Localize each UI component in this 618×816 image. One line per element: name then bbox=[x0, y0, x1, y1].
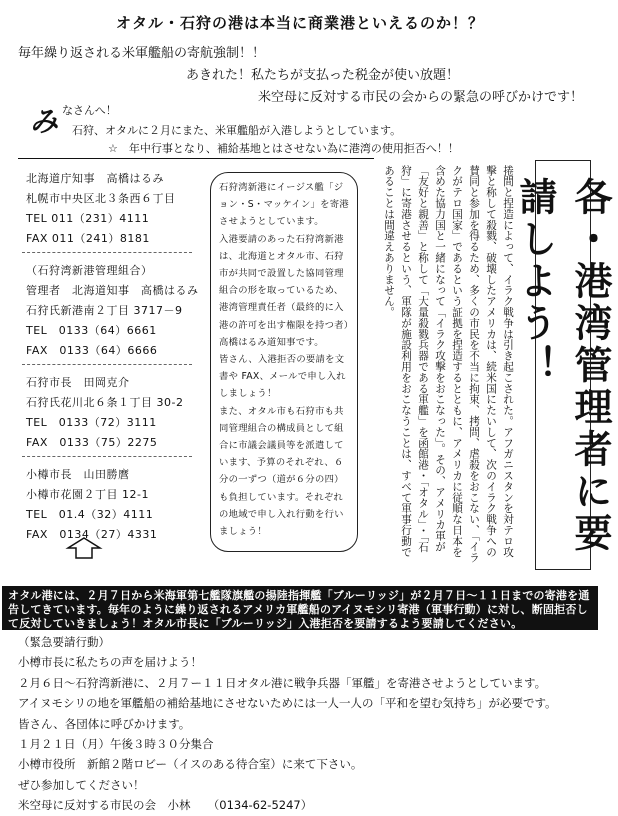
intro-line-1: 毎年繰り返される米軍艦船の寄航強制！！ bbox=[18, 46, 266, 61]
request-info-p1: 石狩湾新港にイージス艦「ジョン・S・マッケイン」を寄港させようとしています。 bbox=[219, 182, 349, 228]
appeal-heading: 各・港湾管理者に要請しよう！ bbox=[513, 177, 612, 555]
request-info-box bbox=[210, 172, 358, 552]
otaru-notice-text: オタル港には、２月７日から米海軍第七艦隊旗艦の揚陸指揮艦「ブルーリッジ」が２月７日～１１日までの寄港を通告してきています。毎年のように繰り返されるアメリカ軍艦船のアイヌモシリ寄港（軍事行動）に対し、断固拒否して反対していきましょう！オタル市長に「ブルーリッジ」入港拒否を要請するよう要請してください。 bbox=[8, 589, 590, 630]
emergency-line: 皆さん、各団体に呼びかけます。 bbox=[18, 716, 191, 731]
page-title: オタル・石狩の港は本当に商業港といえるのか！？ bbox=[115, 14, 484, 32]
contact-ishikari-port-name: 管理者 北海道知事 高橋はるみ bbox=[26, 284, 199, 297]
emergency-action-section bbox=[18, 632, 557, 816]
meeting-time: １月２１日（月）午後３時３０分集合 bbox=[18, 737, 214, 752]
contact-ishikari-mayor-tel: TEL 0133（72）3111 bbox=[26, 416, 157, 429]
contact-ishikari-mayor-fax: FAX 0133（75）2275 bbox=[26, 436, 158, 449]
divider-line bbox=[18, 158, 374, 159]
request-info-p3: 皆さん、入港拒否の要請を文書や FAX、メールで申し入れしましょう！ bbox=[219, 354, 346, 400]
contact-separator bbox=[22, 456, 192, 457]
emergency-heading: （緊急要請行動） bbox=[18, 635, 110, 649]
big-mi-character: み bbox=[30, 105, 59, 138]
intro-line-2: あきれた！私たちが支払った税金が使い放題！ bbox=[186, 68, 460, 83]
contact-ishikari-port-fax: FAX 0133（64）6666 bbox=[26, 344, 158, 357]
up-arrow-icon bbox=[64, 536, 104, 564]
request-info-p2: 入港要請のあった石狩湾新港は、北海道とオタル市、石狩市が共同で設置した協同管理組合の形を取っているため、港湾管理責任者（最終的に入港の許可を出す権限を持つ者）高橋はるみ道知事です。 bbox=[219, 233, 349, 348]
contact-ishikari-port-org: （石狩湾新港管理組合） bbox=[26, 264, 153, 277]
intro-line-4: 石狩、オタルに２月にまた、米軍艦船が入港しようとしています。 bbox=[72, 124, 402, 137]
emergency-line: アイヌモシリの地を軍艦船の補給基地にさせないためには一人一人の「平和を望む気持ち」が必要です。 bbox=[18, 696, 557, 711]
organizer-contact: 米空母に反対する市民の会 小林 （0134-62-5247） bbox=[18, 798, 313, 813]
contact-ishikari-mayor-name: 石狩市長 田岡克介 bbox=[26, 376, 130, 389]
appeal-heading-box bbox=[513, 160, 612, 570]
contact-ishikari-port-address: 石狩氏新港南２丁目 3717－9 bbox=[26, 304, 183, 317]
participate-call: ぜひ参加してください！ bbox=[18, 777, 145, 792]
emergency-line: 小樽市長に私たちの声を届けよう！ bbox=[18, 655, 202, 670]
contact-hokkaido-address: 札幌市中央区北３条西６丁目 bbox=[26, 192, 176, 205]
contact-otaru-mayor-fax: FAX 0134（27）4331 bbox=[26, 528, 158, 541]
contact-otaru-mayor-name: 小樽市長 山田勝麿 bbox=[26, 468, 130, 481]
otaru-notice-box bbox=[2, 586, 598, 630]
emergency-line: ２月６日～石狩湾新港に、２月７ー１１日オタル港に戦争兵器「軍艦」を寄港させようとしています。 bbox=[18, 675, 547, 690]
intro-line-3: 米空母に反対する市民の会からの緊急の呼びかけです！ bbox=[258, 90, 584, 105]
contact-hokkaido-tel: TEL 011（231）4111 bbox=[26, 212, 150, 225]
minasan-text: なさんへ！ bbox=[62, 104, 117, 117]
meeting-place: 小樽市役所 新館２階ロビー（イスのある待合室）に来て下さい。 bbox=[18, 757, 363, 772]
intro-line-5: ☆ 年中行事となり、補給基地とはさせない為に港湾の使用拒否へ！！ bbox=[108, 142, 459, 155]
iraq-war-text: 捲間と捏造によって、イラク戦争は引き起こされた。アフガニスタンを対テロ攻撃と称して殺戮、破壊したアメリカは、続米国にたいして、次のイラク戦争への賛同と参加を得るため、多くの市民を不当に拘束、拷問、虐殺をおこない、「イラクがテロ国家」であるという証拠を捏造するとともに、アメリカに従順な日本を含めた協力国と一緒になって「イラク攻撃をおこなった」。その、アメリカ軍が「友好と親善」と称して「大量殺戮兵器である軍艦」を函館港・「オタル」・「石狩」に寄港させるという、軍隊が施設利用をおこなうことは、すべて軍事行動であることは間違えありません。 bbox=[383, 165, 514, 563]
contact-otaru-mayor-tel: TEL 01.4（32）4111 bbox=[26, 508, 154, 521]
contact-ishikari-port-tel: TEL 0133（64）6661 bbox=[26, 324, 157, 337]
contact-separator bbox=[22, 252, 192, 253]
contact-otaru-mayor-address: 小樽市花園２丁目 12-1 bbox=[26, 488, 149, 501]
contact-ishikari-mayor-address: 石狩氏花川北６条１丁目 30-2 bbox=[26, 396, 184, 409]
contact-separator bbox=[22, 364, 192, 365]
contact-hokkaido-fax: FAX 011（241）8181 bbox=[26, 232, 150, 245]
request-info-p4: また、オタル市も石狩市も共同管理組合の構成員として組合に市議会議員等を派遣しています、予算のそれぞれ、６分の一ずつ（道が６分の四）も負担しています。それぞれの地域で申し入れ行動を行いましょう！ bbox=[219, 405, 344, 538]
contact-hokkaido-name: 北海道庁知事 高橋はるみ bbox=[26, 172, 164, 185]
